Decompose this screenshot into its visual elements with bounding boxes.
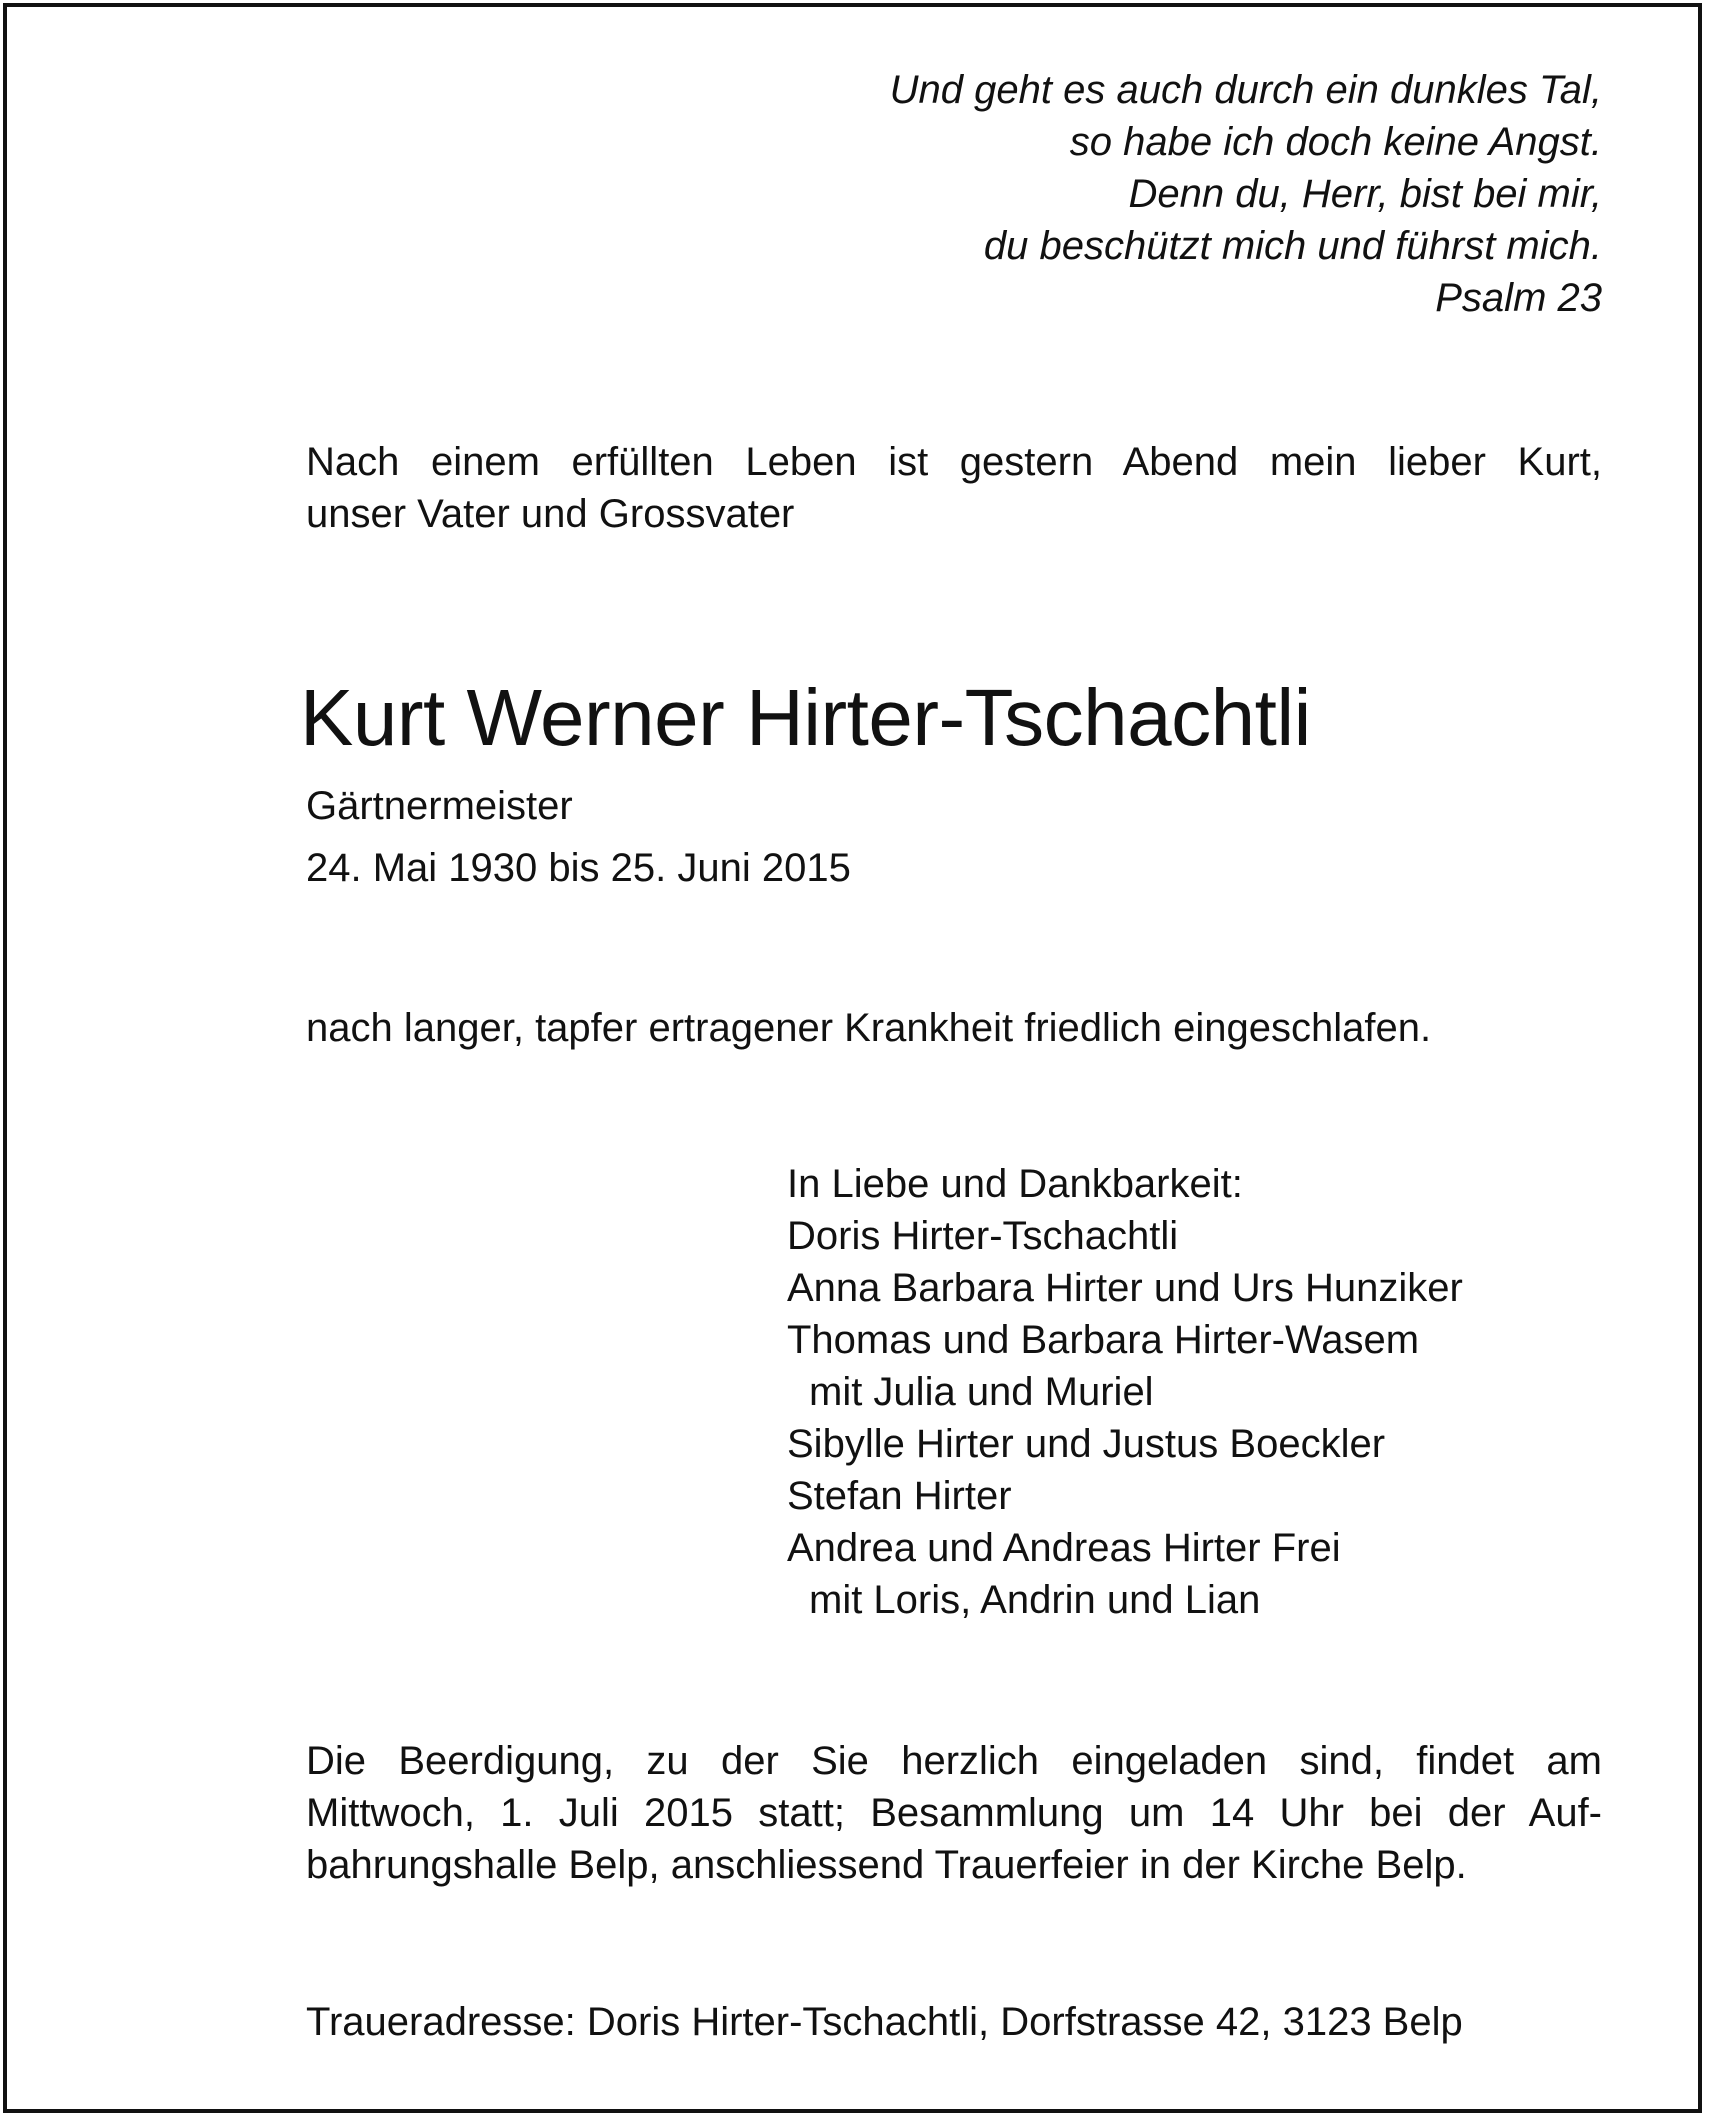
funeral-line-2: Mittwoch, 1. Juli 2015 statt; Besammlung um 14 Uhr bei der Auf- bbox=[306, 1791, 1602, 1835]
mourners-heading: In Liebe und Dankbarkeit: bbox=[787, 1162, 1243, 1206]
mourner-entry: Doris Hirter-Tschachtli bbox=[787, 1214, 1179, 1258]
deceased-name: Kurt Werner Hirter-Tschachtli bbox=[300, 673, 1311, 762]
funeral-line-3: bahrungshalle Belp, anschliessend Trauerfeier in der Kirche Belp. bbox=[306, 1843, 1467, 1887]
mourner-entry: Thomas und Barbara Hirter-Wasem bbox=[787, 1318, 1420, 1362]
psalm-line-3: Denn du, Herr, bist bei mir, bbox=[1128, 172, 1602, 216]
deceased-dates: 24. Mai 1930 bis 25. Juni 2015 bbox=[306, 846, 851, 890]
intro-text bbox=[306, 436, 1602, 540]
mourner-entry: Anna Barbara Hirter und Urs Hunziker bbox=[787, 1266, 1463, 1310]
intro-line-1: Nach einem erfüllten Leben ist gestern Abend mein lieber Kurt, bbox=[306, 440, 1602, 484]
passing-text: nach langer, tapfer ertragener Krankheit friedlich eingeschlafen. bbox=[306, 1006, 1432, 1050]
mourners-list bbox=[787, 1158, 1463, 1626]
mourner-entry: Andrea und Andreas Hirter Frei bbox=[787, 1526, 1341, 1570]
deceased-profession: Gärtnermeister bbox=[306, 784, 573, 828]
mourner-entry: Stefan Hirter bbox=[787, 1474, 1012, 1518]
mourning-address: Traueradresse: Doris Hirter-Tschachtli, Dorfstrasse 42, 3123 Belp bbox=[306, 2000, 1463, 2044]
psalm-quote bbox=[306, 64, 1602, 324]
mourner-entry: Sibylle Hirter und Justus Boeckler bbox=[787, 1422, 1386, 1466]
intro-line-2: unser Vater und Grossvater bbox=[306, 492, 795, 536]
psalm-line-4: du beschützt mich und führst mich. bbox=[983, 224, 1602, 268]
psalm-source: Psalm 23 bbox=[1435, 276, 1602, 320]
mourner-entry: mit Julia und Muriel bbox=[809, 1370, 1154, 1414]
funeral-info bbox=[306, 1735, 1602, 1891]
psalm-line-2: so habe ich doch keine Angst. bbox=[1069, 120, 1602, 164]
funeral-line-1: Die Beerdigung, zu der Sie herzlich eingeladen sind, findet am bbox=[306, 1739, 1602, 1783]
mourner-entry: mit Loris, Andrin und Lian bbox=[809, 1578, 1261, 1622]
psalm-line-1: Und geht es auch durch ein dunkles Tal, bbox=[889, 68, 1602, 112]
